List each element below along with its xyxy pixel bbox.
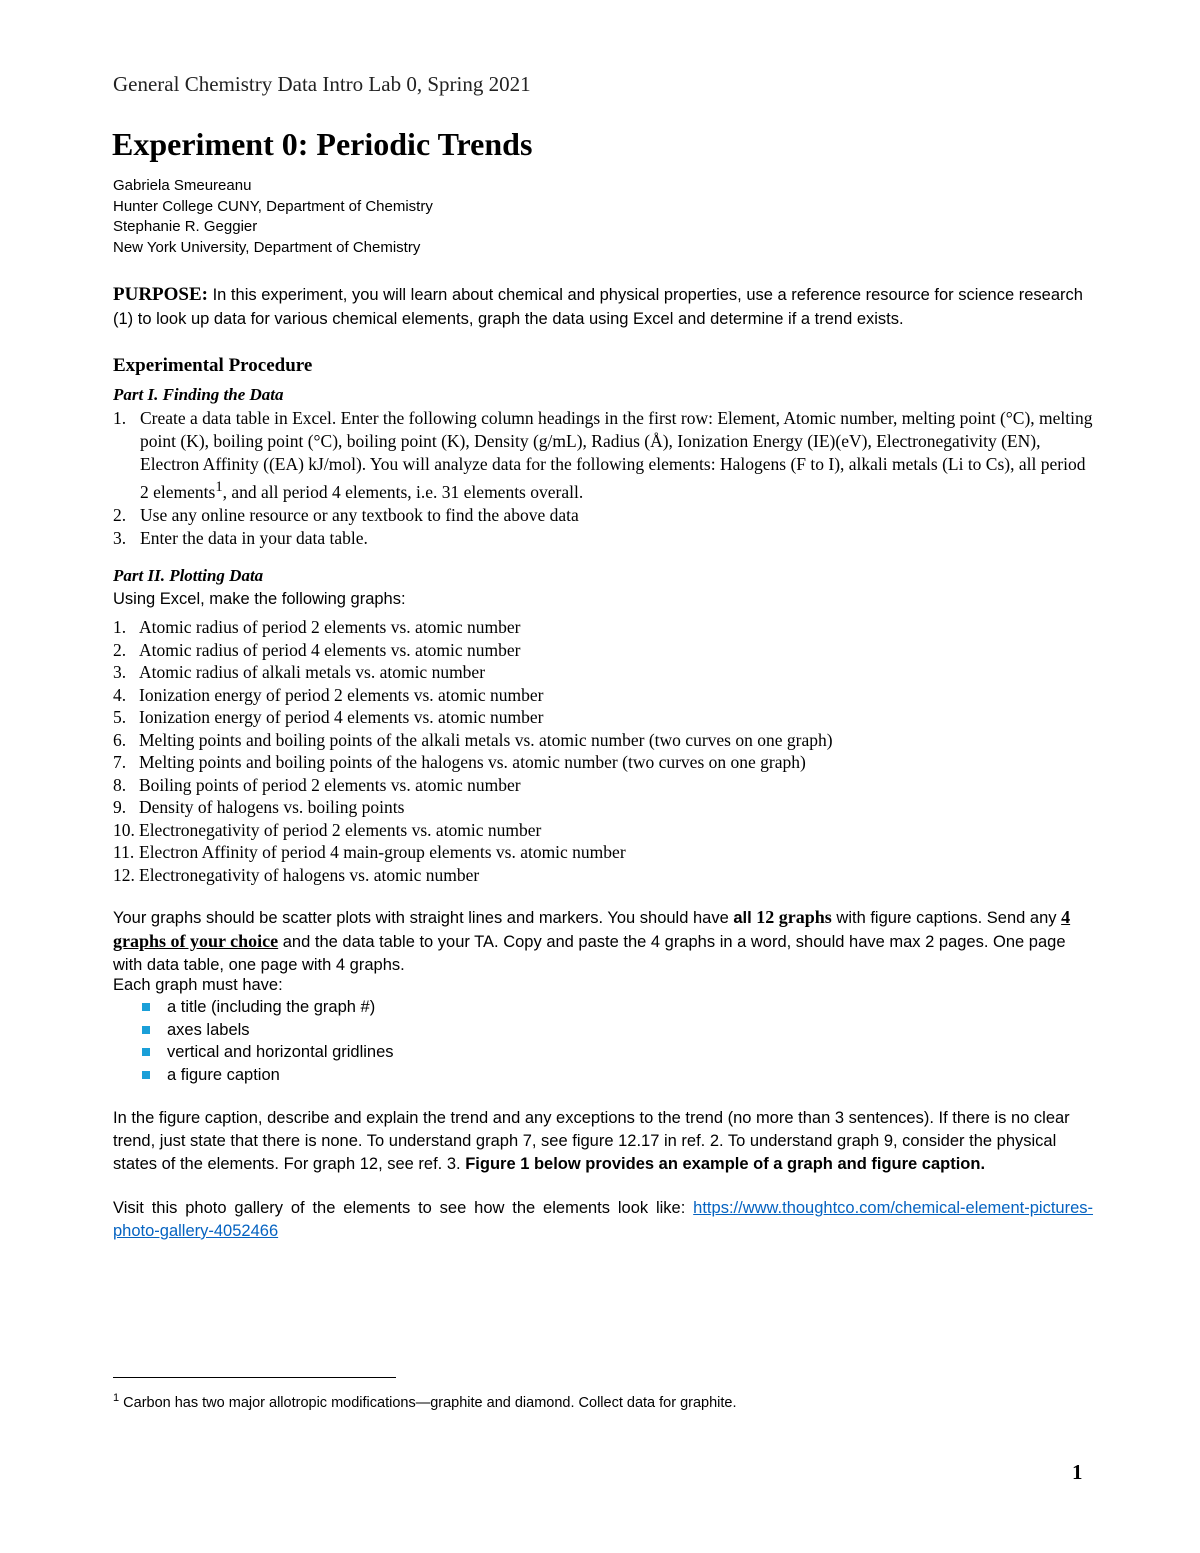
- caption-instructions: [113, 1107, 1093, 1176]
- author-name: Stephanie R. Geggier: [113, 218, 258, 235]
- list-text: Electronegativity of period 2 elements vs. atomic number: [139, 819, 542, 840]
- graph-list: [113, 616, 1093, 886]
- list-text: Create a data table in Excel. Enter the following column headings in the first row: Element, Atomic number, melting point (°C), melting point (K), boiling point (°C), boiling point (K), Density (g/mL), Radius (Å), Ionization Energy (IE)(eV), Electronegativity (EN), Electron Affinity ((EA) kJ/mol). You will analyze data for the following elements: Halogens (F to I), alkali metals (Li to Cs), all period 2 elements: [140, 408, 1093, 502]
- list-number: 10.: [113, 819, 135, 840]
- square-bullet-icon: [142, 1003, 150, 1011]
- square-bullet-icon: [142, 1026, 150, 1034]
- list-number: 4.: [113, 684, 127, 705]
- list-number: 9.: [113, 797, 127, 817]
- list-item: [113, 504, 1093, 527]
- footnote-marker: 1: [113, 1392, 120, 1404]
- list-item: [113, 407, 1093, 504]
- list-item: [113, 864, 1093, 887]
- author-name: Gabriela Smeureanu: [113, 177, 252, 194]
- footnote-divider: [113, 1377, 396, 1378]
- footnote: [113, 1392, 737, 1411]
- list-text: vertical and horizontal gridlines: [167, 1043, 394, 1062]
- list-item: [113, 639, 1093, 662]
- list-text: a title (including the graph #): [167, 998, 376, 1016]
- author-affiliation: Hunter College CUNY, Department of Chemistry: [113, 197, 433, 215]
- authors-block: [113, 176, 433, 258]
- footnote-ref: 1: [215, 479, 223, 495]
- list-number: 6.: [113, 729, 127, 750]
- list-number: 11.: [113, 842, 135, 862]
- list-text: Electron Affinity of period 4 main-group elements vs. atomic number: [139, 842, 626, 862]
- part-2-heading: Part II. Plotting Data: [113, 566, 264, 585]
- list-text: Ionization energy of period 2 elements vs. atomic number: [139, 684, 544, 705]
- emphasis-run: 4 graphs of your choice: [113, 907, 1071, 951]
- part-2-intro: Using Excel, make the following graphs:: [113, 590, 406, 608]
- list-item: [113, 841, 1093, 864]
- author-affiliation: New York University, Department of Chemistry: [113, 238, 421, 256]
- list-item: [113, 616, 1093, 639]
- list-number: 12.: [113, 864, 135, 885]
- list-item: [140, 1041, 394, 1064]
- text-run: and the data table to your TA. Copy and paste the 4 graphs in a word, should have max 2 pages. One page with data table, one page with 4 graphs.: [113, 933, 1066, 974]
- list-item: [113, 774, 1093, 797]
- list-item: [113, 819, 1093, 842]
- list-item: [113, 527, 1093, 550]
- list-text: Density of halogens vs. boiling points: [139, 797, 405, 817]
- running-header: General Chemistry Data Intro Lab 0, Spring 2021: [113, 72, 531, 96]
- list-text: Atomic radius of period 4 elements vs. atomic number: [139, 639, 521, 660]
- list-number: 7.: [113, 752, 127, 772]
- list-text: axes labels: [167, 1020, 250, 1039]
- square-bullet-icon: [142, 1048, 150, 1056]
- list-text: Ionization energy of period 4 elements vs. atomic number: [139, 707, 544, 727]
- text-run: In the figure caption, describe and explain the trend and any exceptions to the trend (no more than 3 sentences). If there is no clear trend, just state that there is none. To understand graph 7, see figure 12.17 in ref. 2. To understand graph 9, consider the physical states of the elements. For graph 12, see ref. 3.: [113, 1109, 1070, 1173]
- footnote-text: Carbon has two major allotropic modifications—graphite and diamond. Collect data for graphite.: [119, 1394, 737, 1411]
- purpose-text: In this experiment, you will learn about chemical and physical properties, use a reference resource for science research (1) to look up data for various chemical elements, graph the data using Excel and determine if a trend exists.: [113, 286, 1083, 328]
- list-number: 8.: [113, 774, 127, 795]
- list-number: 1.: [113, 617, 127, 637]
- square-bullet-icon: [142, 1071, 150, 1079]
- list-text: Melting points and boiling points of the alkali metals vs. atomic number (two curves on one graph): [139, 729, 833, 750]
- bold-run: Figure 1 below provides an example of a graph and figure caption.: [465, 1155, 986, 1173]
- list-number: 3.: [113, 662, 127, 682]
- list-text: a figure caption: [167, 1065, 280, 1084]
- procedure-heading: Experimental Procedure: [113, 355, 313, 376]
- gallery-link[interactable]: https://www.thoughtco.com/chemical-element-pictures-photo-gallery-4052466: [113, 1199, 1093, 1240]
- list-text: Electronegativity of halogens vs. atomic number: [139, 864, 480, 885]
- list-number: 3.: [113, 527, 127, 548]
- list-item: [140, 1064, 394, 1087]
- bold-run: 12 graphs: [756, 907, 832, 927]
- list-text: Use any online resource or any textbook to find the above data: [140, 504, 579, 525]
- page-number: 1: [1072, 1460, 1083, 1484]
- list-number: 2.: [113, 504, 127, 525]
- list-text: Atomic radius of alkali metals vs. atomic number: [139, 662, 486, 682]
- list-text: Boiling points of period 2 elements vs. atomic number: [139, 774, 521, 795]
- list-item: [113, 751, 1093, 774]
- part-1-steps: [113, 407, 1093, 550]
- must-have-label: Each graph must have:: [113, 976, 283, 994]
- list-number: 1.: [113, 408, 127, 428]
- list-item: [113, 661, 1093, 684]
- list-item: [113, 684, 1093, 707]
- text-run: Your graphs should be scatter plots with straight lines and markers. You should have: [113, 909, 734, 927]
- list-text: Melting points and boiling points of the halogens vs. atomic number (two curves on one graph): [139, 752, 806, 772]
- list-text: Enter the data in your data table.: [140, 527, 368, 548]
- list-text: , and all period 4 elements, i.e. 31 elements overall.: [222, 481, 584, 502]
- purpose-paragraph: [113, 283, 1093, 331]
- purpose-label: PURPOSE:: [113, 284, 208, 305]
- part-1-heading: Part I. Finding the Data: [113, 385, 284, 404]
- graph-instructions: [113, 906, 1093, 977]
- text-run: with figure captions. Send any: [831, 909, 1062, 927]
- list-text: Atomic radius of period 2 elements vs. atomic number: [139, 617, 521, 637]
- list-number: 5.: [113, 707, 127, 727]
- bold-run: all: [733, 909, 757, 927]
- list-item: [113, 796, 1093, 819]
- list-item: [113, 729, 1093, 752]
- text-run: Visit this photo gallery of the elements to see how the elements look like:: [113, 1199, 694, 1217]
- list-item: [113, 706, 1093, 729]
- gallery-paragraph: [113, 1197, 1093, 1243]
- must-have-list: [140, 996, 394, 1086]
- list-number: 2.: [113, 639, 127, 660]
- list-item: [140, 996, 394, 1019]
- page-title: Experiment 0: Periodic Trends: [112, 126, 533, 162]
- list-item: [140, 1019, 394, 1042]
